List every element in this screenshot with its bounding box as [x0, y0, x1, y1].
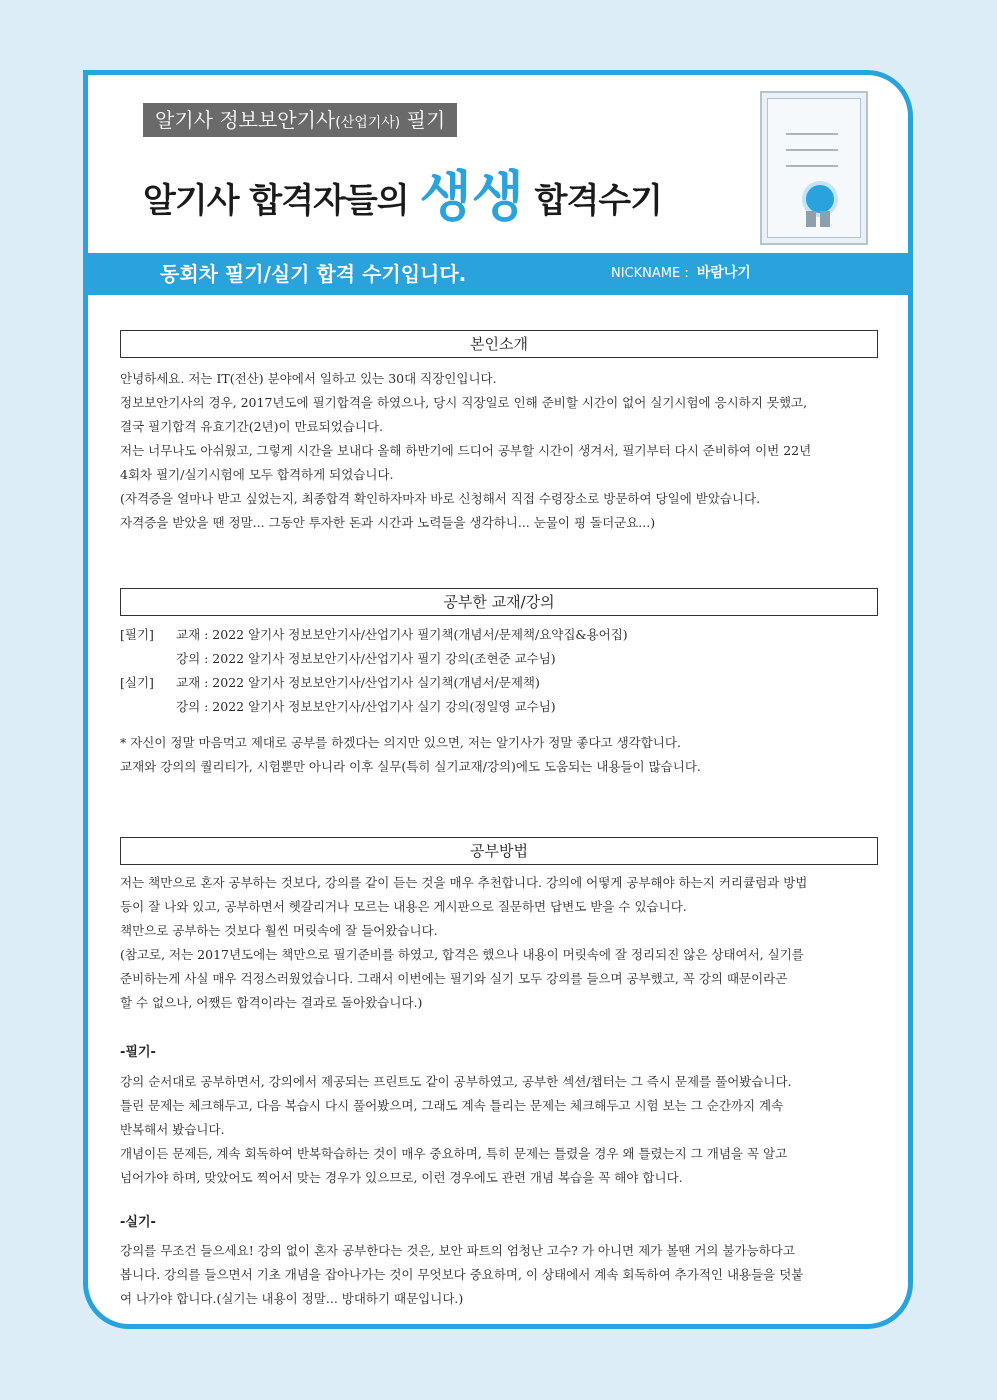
text-line: 할 수 없으나, 어쨌든 합격이라는 결과로 돌아왔습니다.) [120, 995, 423, 1010]
ribbon-icon [806, 211, 816, 227]
practical-text [120, 1239, 882, 1311]
material-key [120, 695, 176, 719]
text-line: 등이 잘 나와 있고, 공부하면서 헷갈리거나 모르는 내용은 게시판으로 질문하면 답변도 받을 수 있습니다. [120, 899, 687, 914]
material-value: 강의 : 2022 알기사 정보보안기사/산업기사 필기 강의(조현준 교수님) [176, 651, 556, 666]
list-item [120, 695, 882, 719]
badge-main: 알기사 정보보안기사 [155, 108, 336, 132]
review-card [83, 70, 913, 1329]
course-badge [143, 103, 457, 137]
text-line: 강의 순서대로 공부하면서, 강의에서 제공되는 프린트도 같이 공부하였고, 공부한 섹션/챕터는 그 즉시 문제를 풀어봤습니다. [120, 1074, 792, 1089]
text-line: 봅니다. 강의를 들으면서 기초 개념을 잡아나가는 것이 무엇보다 중요하며, 이 상태에서 계속 회독하여 추가적인 내용들을 덧붙 [120, 1267, 804, 1282]
materials-notes [120, 731, 882, 779]
material-key: [필기] [120, 627, 154, 642]
badge-tail: 필기 [400, 108, 446, 132]
text-line: (자격증을 얼마나 받고 싶었는지, 최종합격 확인하자마자 바로 신청해서 직접 수령장소로 방문하여 당일에 받았습니다. [120, 491, 761, 506]
text-line: 넘어가야 하며, 맞았어도 찍어서 맞는 경우가 있으므로, 이런 경우에도 관련 개념 복습을 꼭 해야 합니다. [120, 1170, 683, 1185]
text-line: 여 나가야 합니다.(실기는 내용이 정말... 방대하기 때문입니다.) [120, 1291, 464, 1306]
text-line: 저는 책만으로 혼자 공부하는 것보다, 강의를 같이 듣는 것을 매우 추천합니다. 강의에 어떻게 공부해야 하는지 커리큘럼과 방법 [120, 875, 808, 890]
badge-small: (산업기사) [335, 115, 401, 131]
text-line: 저는 너무나도 아쉬웠고, 그렇게 시간을 보내다 올해 하반기에 드디어 공부할 시간이 생겨서, 필기부터 다시 준비하여 이번 22년 [120, 443, 812, 458]
nickname [611, 253, 751, 294]
section-title-intro: 본인소개 [120, 330, 878, 358]
text-line: 교재와 강의의 퀄리티가, 시험뿐만 아니라 이후 실무(특히 실기교재/강의)에도 도움되는 내용들이 많습니다. [120, 759, 701, 774]
text-line: 틀린 문제는 체크해두고, 다음 복습시 다시 풀어봤으며, 그래도 계속 틀리는 문제는 체크해두고 시험 보는 그 순간까지 계속 [120, 1098, 784, 1113]
material-key: [실기] [120, 675, 154, 690]
page-title [143, 167, 763, 231]
title-post: 합격수기 [523, 181, 662, 221]
text-line: 개념이든 문제든, 계속 회독하여 반복학습하는 것이 매우 중요하며, 특히 문제는 틀렸을 경우 왜 틀렸는지 그 개념을 꼭 알고 [120, 1146, 788, 1161]
subheading-practical: -실기- [120, 1215, 156, 1230]
material-value: 교재 : 2022 알기사 정보보안기사/산업기사 필기책(개념서/문제책/요약집&용어집) [176, 627, 628, 642]
text-line: 자격증을 받았을 땐 정말... 그동안 투자한 돈과 시간과 노력들을 생각하니... 눈물이 핑 돌더군요...) [120, 515, 656, 530]
subheading-written: -필기- [120, 1045, 156, 1060]
title-pre: 알기사 합격자들의 [143, 181, 420, 221]
method-text [120, 871, 882, 1015]
list-item [120, 671, 882, 695]
section-title-method: 공부방법 [120, 837, 878, 865]
list-item [120, 623, 882, 647]
material-key [120, 647, 176, 671]
certificate-line [786, 165, 838, 167]
text-line: * 자신이 정말 마음먹고 제대로 공부를 하겠다는 의지만 있으면, 저는 알기사가 정말 좋다고 생각합니다. [120, 735, 681, 750]
nickname-value: 바람나기 [696, 265, 751, 281]
text-line: 4회차 필기/실기시험에 모두 합격하게 되었습니다. [120, 467, 394, 482]
material-value: 강의 : 2022 알기사 정보보안기사/산업기사 실기 강의(정일영 교수님) [176, 699, 556, 714]
nickname-label: NICKNAME : [611, 266, 689, 281]
list-item [120, 647, 882, 671]
text-line: 강의를 무조건 들으세요! 강의 없이 혼자 공부한다는 것은, 보안 파트의 엄청난 고수? 가 아니면 제가 볼땐 거의 불가능하다고 [120, 1243, 795, 1258]
text-line: (참고로, 저는 2017년도에는 책만으로 필기준비를 하였고, 합격은 했으나 내용이 머릿속에 잘 정리되진 않은 상태여서, 실기를 [120, 947, 804, 962]
text-line: 책만으로 공부하는 것보다 훨씬 머릿속에 잘 들어왔습니다. [120, 923, 438, 938]
written-text [120, 1070, 882, 1190]
text-line: 결국 필기합격 유효기간(2년)이 만료되었습니다. [120, 419, 384, 434]
certificate-icon [760, 91, 868, 245]
materials-list [120, 623, 882, 719]
text-line: 준비하는게 사실 매우 걱정스러웠었습니다. 그래서 이번에는 필기와 실기 모두 강의를 들으며 공부했고, 꼭 강의 때문이라곤 [120, 971, 788, 986]
banner [88, 253, 908, 295]
certificate-line [786, 133, 838, 135]
title-accent: 생생 [419, 165, 524, 228]
banner-text: 동회차 필기/실기 합격 수기입니다. [160, 262, 467, 286]
text-line: 안녕하세요. 저는 IT(전산) 분야에서 일하고 있는 30대 직장인입니다. [120, 371, 497, 386]
section-title-materials: 공부한 교재/강의 [120, 588, 878, 616]
material-value: 교재 : 2022 알기사 정보보안기사/산업기사 실기책(개념서/문제책) [176, 675, 540, 690]
text-line: 반복해서 봤습니다. [120, 1122, 225, 1137]
intro-text [120, 367, 882, 535]
text-line: 정보보안기사의 경우, 2017년도에 필기합격을 하였으나, 당시 직장일로 인해 준비할 시간이 없어 실기시험에 응시하지 못했고, [120, 395, 808, 410]
ribbon-icon [820, 211, 830, 227]
certificate-paper [767, 98, 861, 238]
certificate-line [786, 149, 838, 151]
